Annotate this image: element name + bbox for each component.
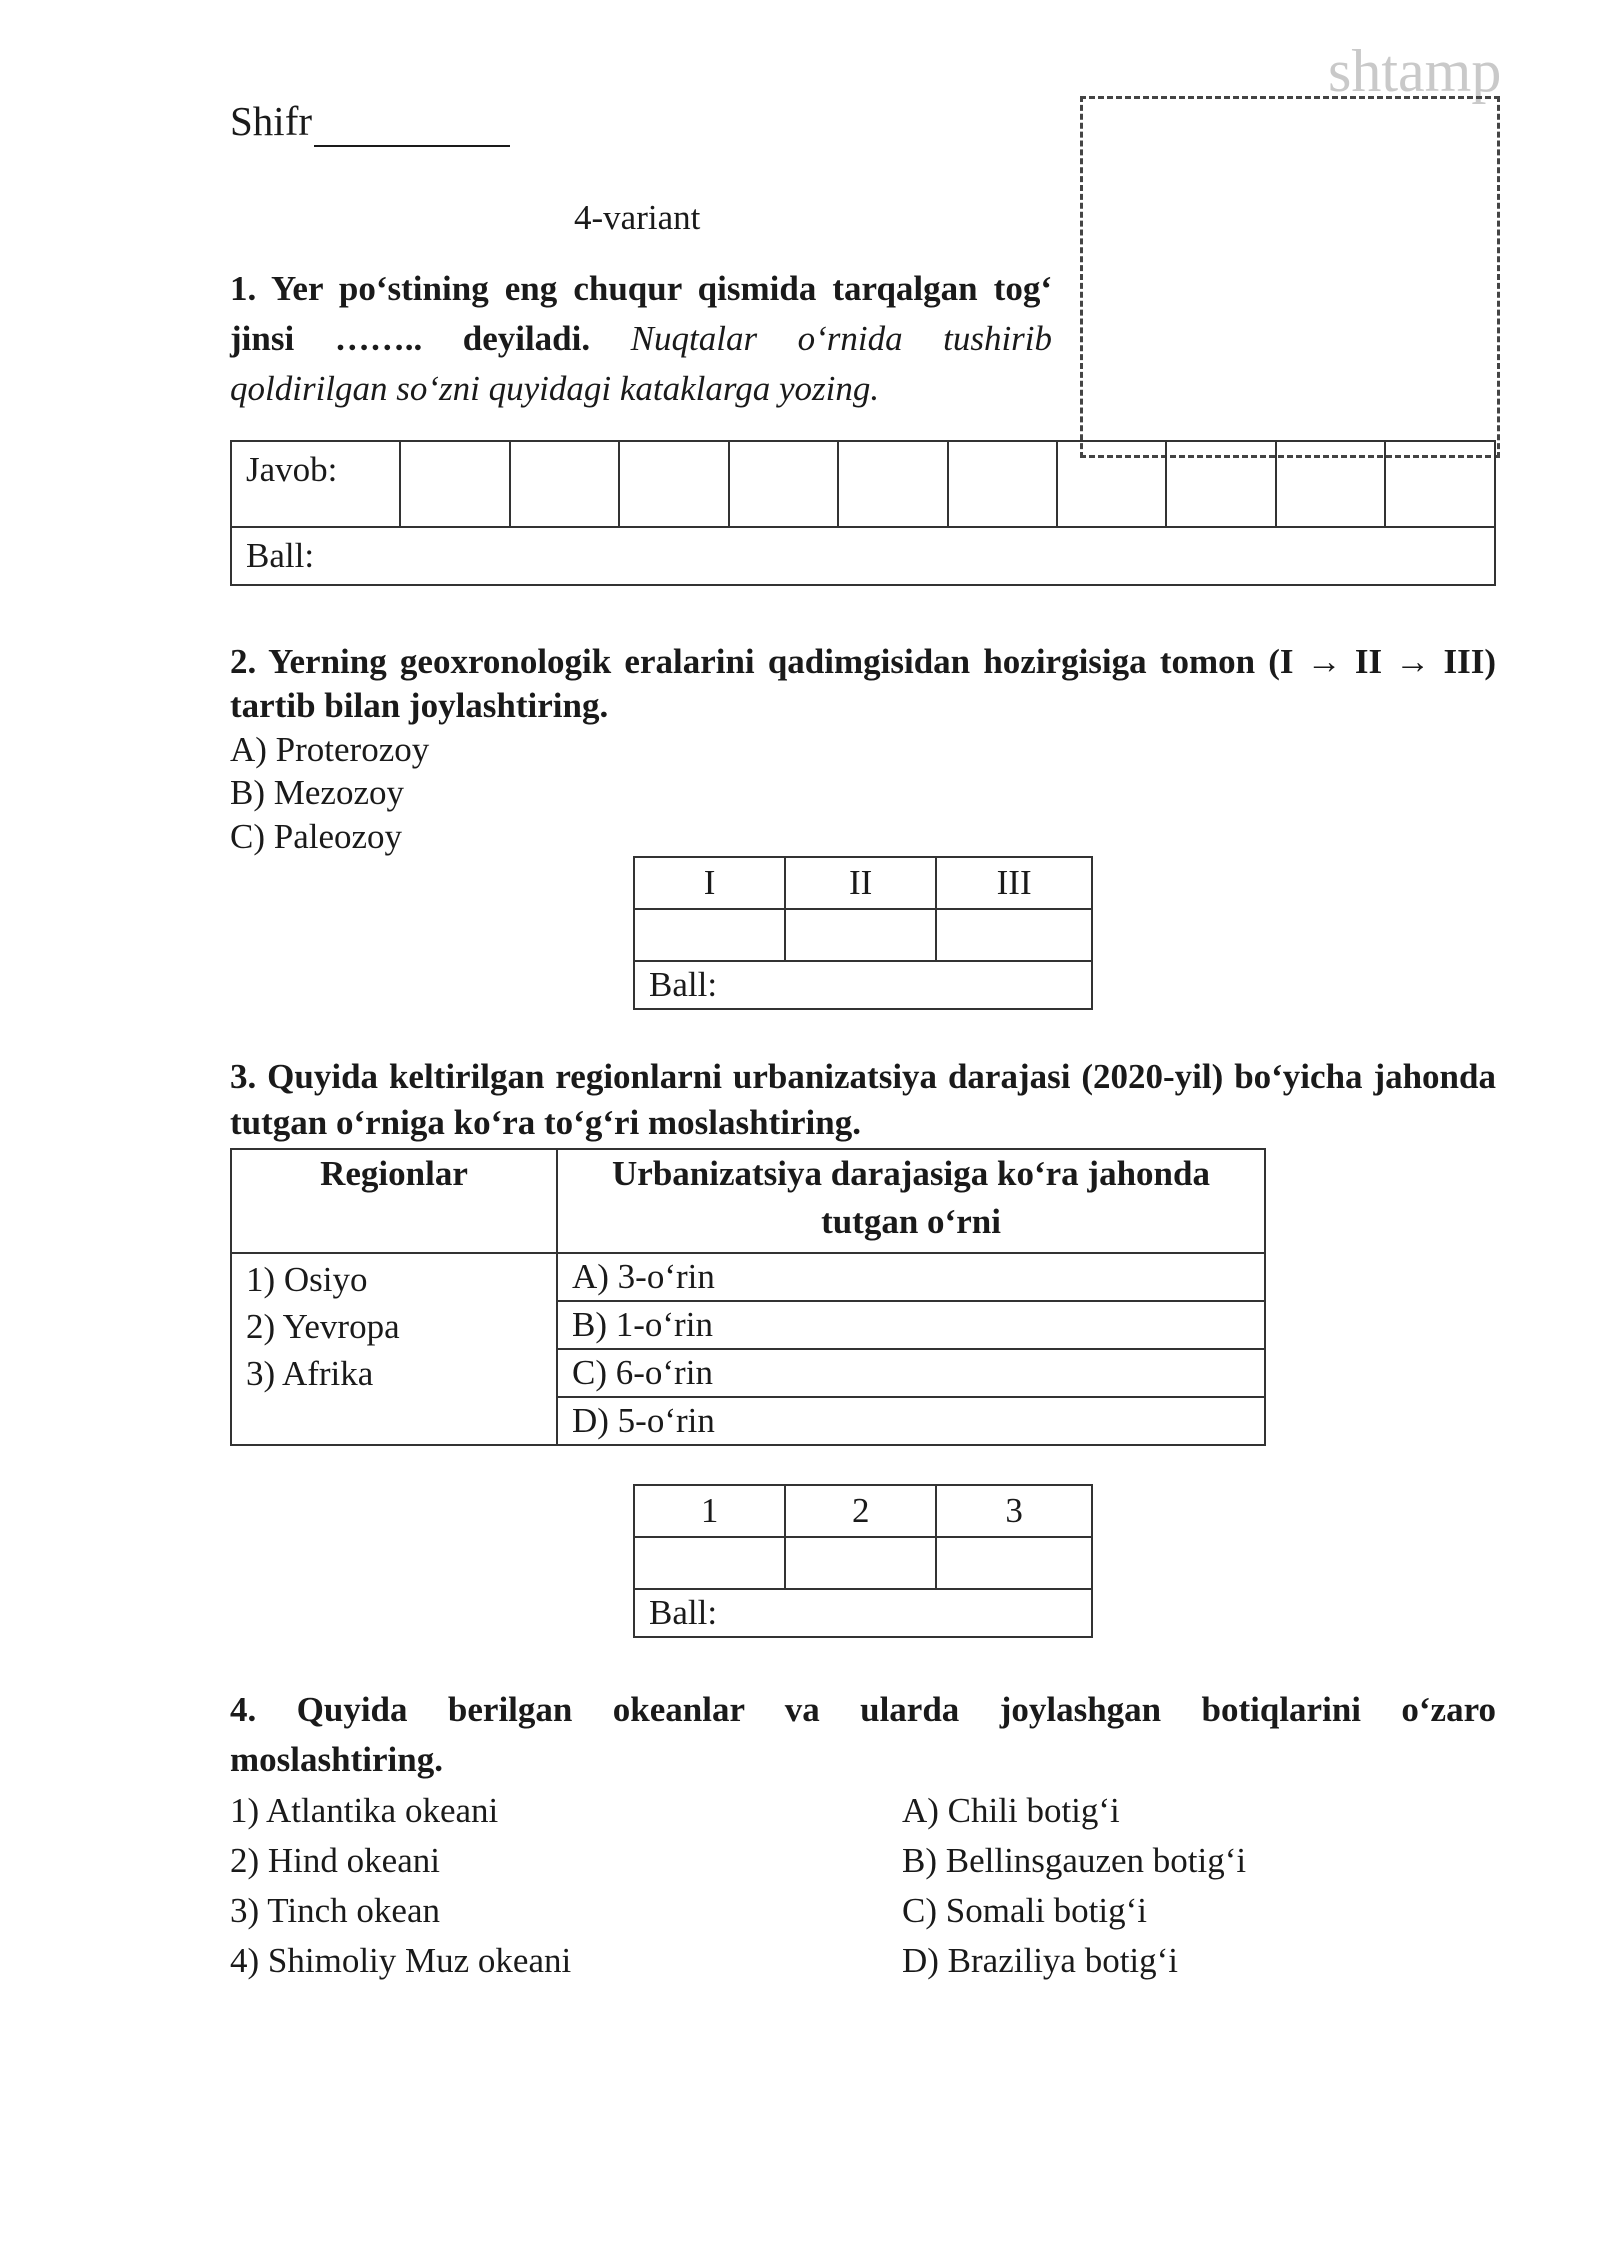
list-item: 2) Yevropa (246, 1307, 400, 1346)
cipher-blank-line[interactable] (314, 109, 510, 147)
regions-list (231, 1253, 557, 1445)
cipher-label: Shifr (230, 98, 312, 144)
list-item: C) Somali botig‘i (902, 1891, 1147, 1930)
option: C) Paleozoy (230, 817, 403, 856)
option: B) Mezozoy (230, 773, 404, 813)
question-4-text (230, 1685, 1496, 1785)
answer-label: Javob: (231, 441, 400, 527)
answer-cell[interactable] (729, 441, 838, 527)
list-item: D) Braziliya botig‘i (902, 1941, 1179, 1980)
answer-cell[interactable] (634, 1537, 785, 1589)
answer-cell[interactable] (838, 441, 947, 527)
column-header: Urbanizatsiya darajasiga ko‘ra jahonda tutgan o‘rni (557, 1149, 1265, 1253)
column-header: Regionlar (231, 1149, 557, 1253)
option: A) Proterozoy (230, 729, 430, 769)
answer-cell[interactable] (936, 1537, 1092, 1589)
stamp-label: shtamp (1328, 38, 1502, 104)
list-item: 1) Osiyo (246, 1260, 368, 1299)
question-2-text: 2. Yerning geoxronologik eralarini qadimgisidan hozirgisiga tomon (I → II → III) tartib bilan joylashtiring. (230, 642, 1496, 725)
answer-cell[interactable] (634, 909, 785, 961)
question-1-instruction: Nuqtalar o‘rnida tushirib qoldirilgan so‘zni quyidagi kataklarga yozing. (230, 319, 1053, 408)
rank-option: A) 3-o‘rin (557, 1253, 1265, 1301)
answer-cell[interactable] (1166, 441, 1275, 527)
question-1-answer-table (230, 440, 1496, 586)
question-2 (230, 640, 1496, 859)
question-4-line-2: moslashtiring. (230, 1740, 443, 1779)
list-item: 3) Tinch okean (230, 1891, 440, 1930)
question-1 (230, 264, 1052, 414)
list-item: 2) Hind okeani (230, 1841, 440, 1880)
list-item: 1) Atlantika okeani (230, 1791, 499, 1830)
question-4-line-1: 4. Quyida berilgan okeanlar va ularda joylashgan botiqlarini o‘zaro (230, 1690, 1496, 1729)
answer-cell[interactable] (785, 1537, 936, 1589)
rank-option: C) 6-o‘rin (557, 1349, 1265, 1397)
variant-title: 4-variant (574, 198, 701, 237)
list-item: 3) Afrika (246, 1354, 374, 1393)
rank-option: D) 5-o‘rin (557, 1397, 1265, 1445)
trenches-list (902, 1786, 1246, 1986)
question-2-answer-table (633, 856, 1093, 1010)
answer-cell[interactable] (1385, 441, 1495, 527)
score-label: Ball: (231, 527, 1495, 585)
list-item: B) Bellinsgauzen botig‘i (902, 1841, 1247, 1880)
question-3-matching-table (230, 1148, 1266, 1446)
column-header: 1 (634, 1485, 785, 1537)
answer-cell[interactable] (1057, 441, 1166, 527)
column-header: 2 (785, 1485, 936, 1537)
score-label: Ball: (634, 961, 1092, 1009)
rank-option: B) 1-o‘rin (557, 1301, 1265, 1349)
question-3-text: 3. Quyida keltirilgan regionlarni urbanizatsiya darajasi (2020-yil) bo‘yicha jahonda tutgan o‘rniga ko‘ra to‘g‘ri moslashtiring. (230, 1057, 1496, 1142)
list-item: A) Chili botig‘i (902, 1791, 1120, 1830)
oceans-list (230, 1786, 571, 1986)
column-header: I (634, 857, 785, 909)
answer-cell[interactable] (785, 909, 936, 961)
answer-cell[interactable] (948, 441, 1057, 527)
answer-cell[interactable] (1276, 441, 1385, 527)
answer-cell[interactable] (619, 441, 728, 527)
answer-cell[interactable] (510, 441, 619, 527)
score-label: Ball: (634, 1589, 1092, 1637)
column-header: 3 (936, 1485, 1092, 1537)
cipher-field (230, 96, 510, 147)
column-header: III (936, 857, 1092, 909)
question-3-answer-table (633, 1484, 1093, 1638)
answer-cell[interactable] (400, 441, 509, 527)
column-header: II (785, 857, 936, 909)
list-item: 4) Shimoliy Muz okeani (230, 1941, 572, 1980)
stamp-box (1080, 96, 1500, 458)
answer-cell[interactable] (936, 909, 1092, 961)
question-1-text: 1. Yer po‘stining eng chuqur qismida tarqalgan tog‘ jinsi …….. deyiladi. (230, 269, 1052, 358)
